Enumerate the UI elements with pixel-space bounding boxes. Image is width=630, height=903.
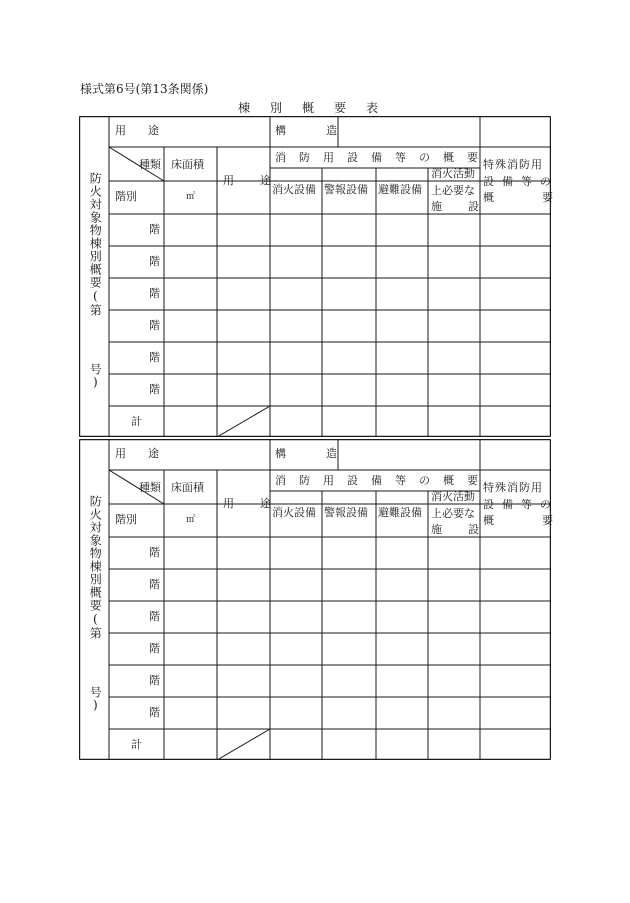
special-line3: 概要: [483, 514, 601, 527]
kind-label: 種類: [139, 158, 161, 171]
floor-row-label: 階: [149, 383, 160, 396]
floor-label: 階別: [115, 513, 137, 526]
firefight-line3: 施設: [431, 200, 505, 213]
side-label-main: 防火対象物棟別概要(第: [88, 172, 103, 317]
firefight-line1: 消火活動: [431, 490, 475, 503]
building-summary-block: [79, 439, 601, 760]
structure-label: 構造: [275, 124, 377, 137]
grid-line: [217, 729, 270, 760]
floor-row-label: 階: [149, 674, 160, 687]
usage-label: 用途: [223, 174, 297, 187]
equipment-header: 消防用設備等の概要: [275, 151, 491, 164]
fire-extinguish-label: 消火設備: [272, 506, 316, 519]
floor-row-label: 階: [149, 351, 160, 364]
area-unit: ㎡: [186, 515, 196, 525]
side-label-main: 防火対象物棟別概要(第: [88, 495, 103, 640]
floor-row-label: 階: [149, 610, 160, 623]
form-title: 棟別概要表: [238, 101, 399, 115]
total-label: 計: [131, 738, 142, 751]
floor-area-label: 床面積: [171, 158, 204, 171]
evacuation-label: 避難設備: [378, 183, 422, 196]
evacuation-label: 避難設備: [378, 506, 422, 519]
firefight-line3: 施設: [431, 523, 505, 536]
side-label-tail: 号): [88, 686, 103, 712]
floor-row-label: 階: [149, 255, 160, 268]
alarm-label: 警報設備: [324, 183, 368, 196]
total-label: 計: [131, 415, 142, 428]
kind-label: 種類: [139, 481, 161, 494]
special-line1: 特殊消防用: [483, 158, 543, 171]
use-label: 用途: [115, 447, 181, 460]
floor-row-label: 階: [149, 706, 160, 719]
floor-row-label: 階: [149, 578, 160, 591]
side-label-tail: 号): [88, 363, 103, 389]
special-line2: 設備等の: [483, 498, 559, 511]
side-label: [87, 495, 101, 712]
floor-row-label: 階: [149, 642, 160, 655]
floor-label: 階別: [115, 190, 137, 203]
area-unit: ㎡: [186, 192, 196, 202]
floor-row-label: 階: [149, 546, 160, 559]
usage-label: 用途: [223, 497, 297, 510]
firefight-line2: 上必要な: [431, 184, 475, 197]
alarm-label: 警報設備: [324, 506, 368, 519]
special-line1: 特殊消防用: [483, 481, 543, 494]
special-line3: 概要: [483, 191, 601, 204]
side-label: [87, 172, 101, 389]
special-line2: 設備等の: [483, 175, 559, 188]
structure-label: 構造: [275, 447, 377, 460]
fire-extinguish-label: 消火設備: [272, 183, 316, 196]
firefight-line1: 消火活動: [431, 167, 475, 180]
equipment-header: 消防用設備等の概要: [275, 474, 491, 487]
floor-area-label: 床面積: [171, 481, 204, 494]
firefight-line2: 上必要な: [431, 507, 475, 520]
grid-line: [217, 406, 270, 437]
form-number: 様式第6号(第13条関係): [80, 82, 209, 96]
floor-row-label: 階: [149, 287, 160, 300]
building-summary-block: [79, 116, 601, 437]
use-label: 用途: [115, 124, 181, 137]
floor-row-label: 階: [149, 223, 160, 236]
floor-row-label: 階: [149, 319, 160, 332]
